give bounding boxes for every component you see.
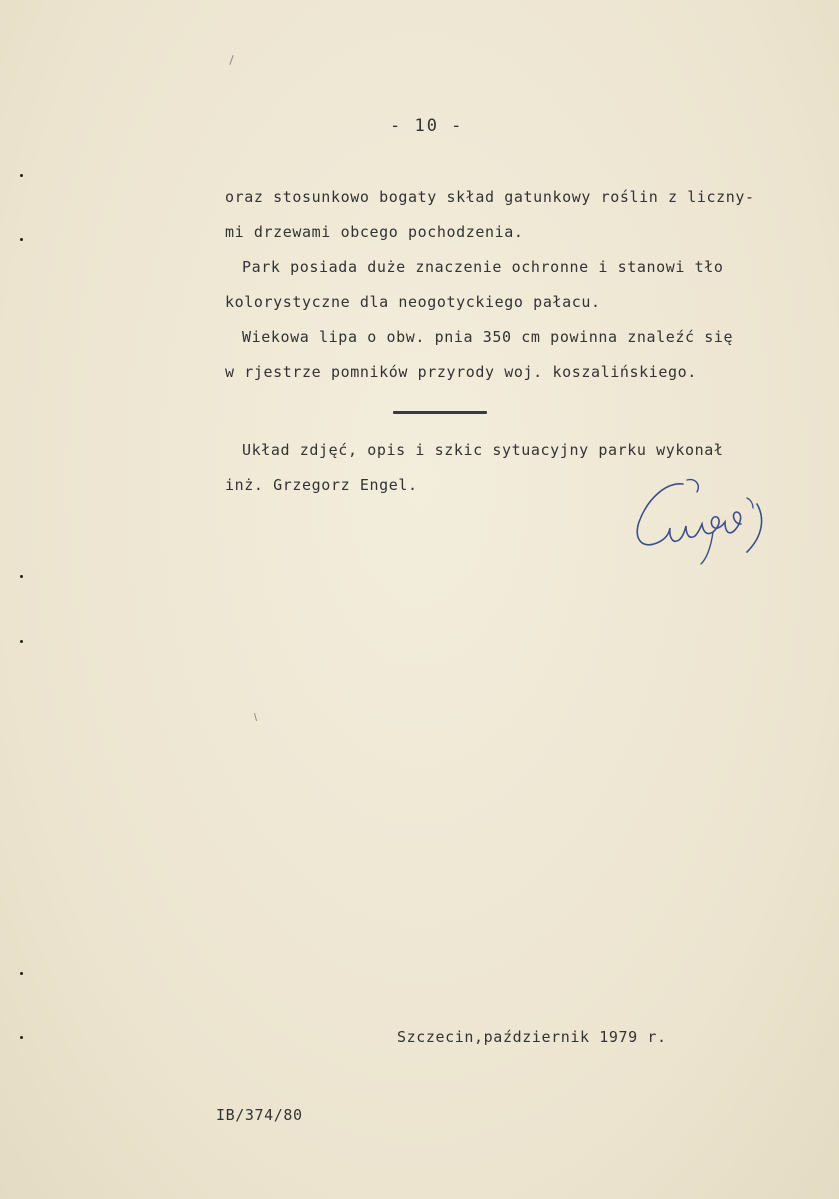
reference-number: IB/374/80: [216, 1106, 303, 1124]
paper-speck: [229, 55, 233, 65]
body-line-5: Wiekowa lipa o obw. pnia 350 cm powinna znaleźć się: [242, 328, 734, 346]
margin-dot: [20, 575, 23, 578]
body-line-4: kolorystyczne dla neogotyckiego pałacu.: [225, 293, 601, 311]
page-number: - 10 -: [390, 116, 464, 136]
margin-dot: [20, 238, 23, 241]
author-line-1: Układ zdjęć, opis i szkic sytuacyjny parku wykonał: [242, 441, 724, 459]
paper-speck: [254, 713, 257, 721]
body-line-6: w rjestrze pomników przyrody woj. koszalińskiego.: [225, 363, 697, 381]
body-line-3: Park posiada duże znaczenie ochronne i stanowi tło: [242, 258, 724, 276]
place-and-date: Szczecin,październik 1979 r.: [397, 1028, 667, 1046]
section-divider: [393, 411, 487, 414]
author-line-2: inż. Grzegorz Engel.: [225, 476, 418, 494]
margin-dot: [20, 972, 23, 975]
margin-dot: [20, 640, 23, 643]
margin-dot: [20, 1036, 23, 1039]
handwritten-signature: [625, 470, 785, 570]
margin-dot: [20, 174, 23, 177]
body-line-1: oraz stosunkowo bogaty skład gatunkowy roślin z liczny-: [225, 188, 755, 206]
body-line-2: mi drzewami obcego pochodzenia.: [225, 223, 524, 241]
